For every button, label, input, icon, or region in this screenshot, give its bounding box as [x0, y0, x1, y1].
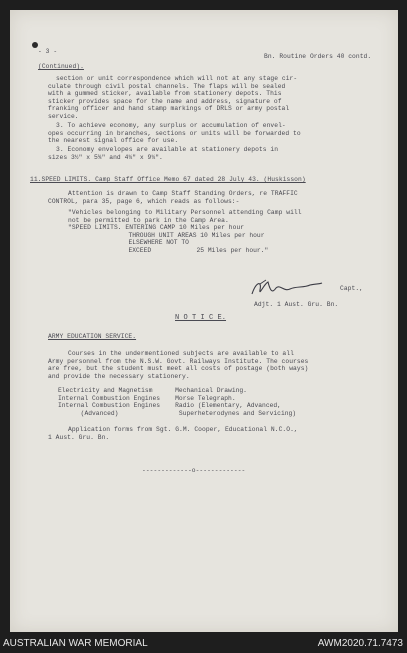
document-page — [10, 10, 398, 632]
quote-line: not be permitted to park in the Camp Area. — [68, 216, 229, 224]
speed-table-line: THROUGH UNIT AREAS 10 Miles per hour — [68, 231, 265, 239]
para1-line: franking officer and hand stamp markings of DRLS or army postal — [48, 105, 290, 112]
aes-body-line: and provide the necessary stationery. — [48, 372, 190, 380]
aes-heading: ARMY EDUCATION SERVICE. — [48, 333, 137, 340]
quote-line: "Vehicles belonging to Military Personnel attending Camp will — [68, 209, 302, 216]
handwritten-signature — [250, 278, 324, 300]
item11-body-line: Attention is drawn to Camp Staff Standing Orders, re TRAFFIC — [68, 190, 298, 197]
page-number: - 3 - — [38, 48, 58, 55]
course-line: Internal Combustion Engines Morse Telegraph. — [58, 394, 236, 402]
para1-line: section or unit correspondence which will not at any stage cir- — [56, 75, 298, 82]
section-divider: -------------o------------- — [142, 467, 246, 474]
speed-limits-heading: 11.SPEED LIMITS. Camp Staff Office Memo 67 dated 28 July 43. (Huskisson) — [30, 176, 306, 183]
continued-heading: (Continued). — [38, 63, 84, 70]
archive-footer — [0, 635, 407, 653]
course-line: (Advanced) Superheterodynes and Servicing) — [58, 409, 297, 417]
footer-institution: AUSTRALIAN WAR MEMORIAL — [3, 638, 148, 649]
aes-body-line: Courses in the undermentioned subjects are available to all — [68, 350, 294, 357]
para2-line: 3. To achieve economy, any surplus or accumulation of envel- — [56, 122, 286, 129]
signoff-unit: Adjt. 1 Aust. Gru. Bn. — [254, 301, 339, 308]
course-line: Internal Combustion Engines Radio (Elementary, Advanced, — [58, 402, 281, 409]
item11-body-line: CONTROL, para 35, page 6, which reads as follows:- — [48, 197, 240, 205]
header-routine-orders: Bn. Routine Orders 40 contd. — [264, 53, 372, 60]
para1-line: sticker provides space for the name and address, signature of — [48, 97, 282, 105]
para3-line: sizes 3½" x 5¾" and 4¼" x 9¼". — [48, 153, 163, 161]
course-line: Electricity and Magnetism Mechanical Drawing. — [58, 387, 247, 394]
notice-heading: N O T I C E. — [175, 314, 227, 322]
application-line: 1 Aust. Gru. Bn. — [48, 433, 110, 441]
para3-line: 3. Economy envelopes are available at stationery depots in — [56, 146, 279, 153]
speed-table-line: ELSEWHERE NOT TO — [68, 239, 189, 246]
speed-table-line: EXCEED 25 Miles per hour." — [68, 246, 269, 254]
para1-line: culate through civil postal channels. The flaps will be sealed — [48, 82, 286, 90]
application-line: Application forms from Sgt. G.M. Cooper, Educational N.C.O., — [68, 426, 298, 433]
para1-line: service. — [48, 112, 79, 120]
speed-table-line: "SPEED LIMITS. ENTERING CAMP 10 Miles per hour — [68, 224, 245, 231]
aes-body-line: are free, but the student must meet all costs of postage (both ways) — [48, 365, 309, 372]
footer-accession-id: AWM2020.71.7473 — [317, 638, 403, 649]
aes-body-line: Army personnel from the N.S.W. Govt. Railways Institute. The courses — [48, 357, 309, 365]
signoff-capt: Capt., — [340, 285, 363, 292]
para2-line: opes occurring in branches, sections or units will be forwarded to — [48, 129, 301, 137]
para1-line: with a gummed sticker, available from stationery depots. This — [48, 90, 282, 97]
para2-line: the nearest signal office for use. — [48, 137, 179, 144]
